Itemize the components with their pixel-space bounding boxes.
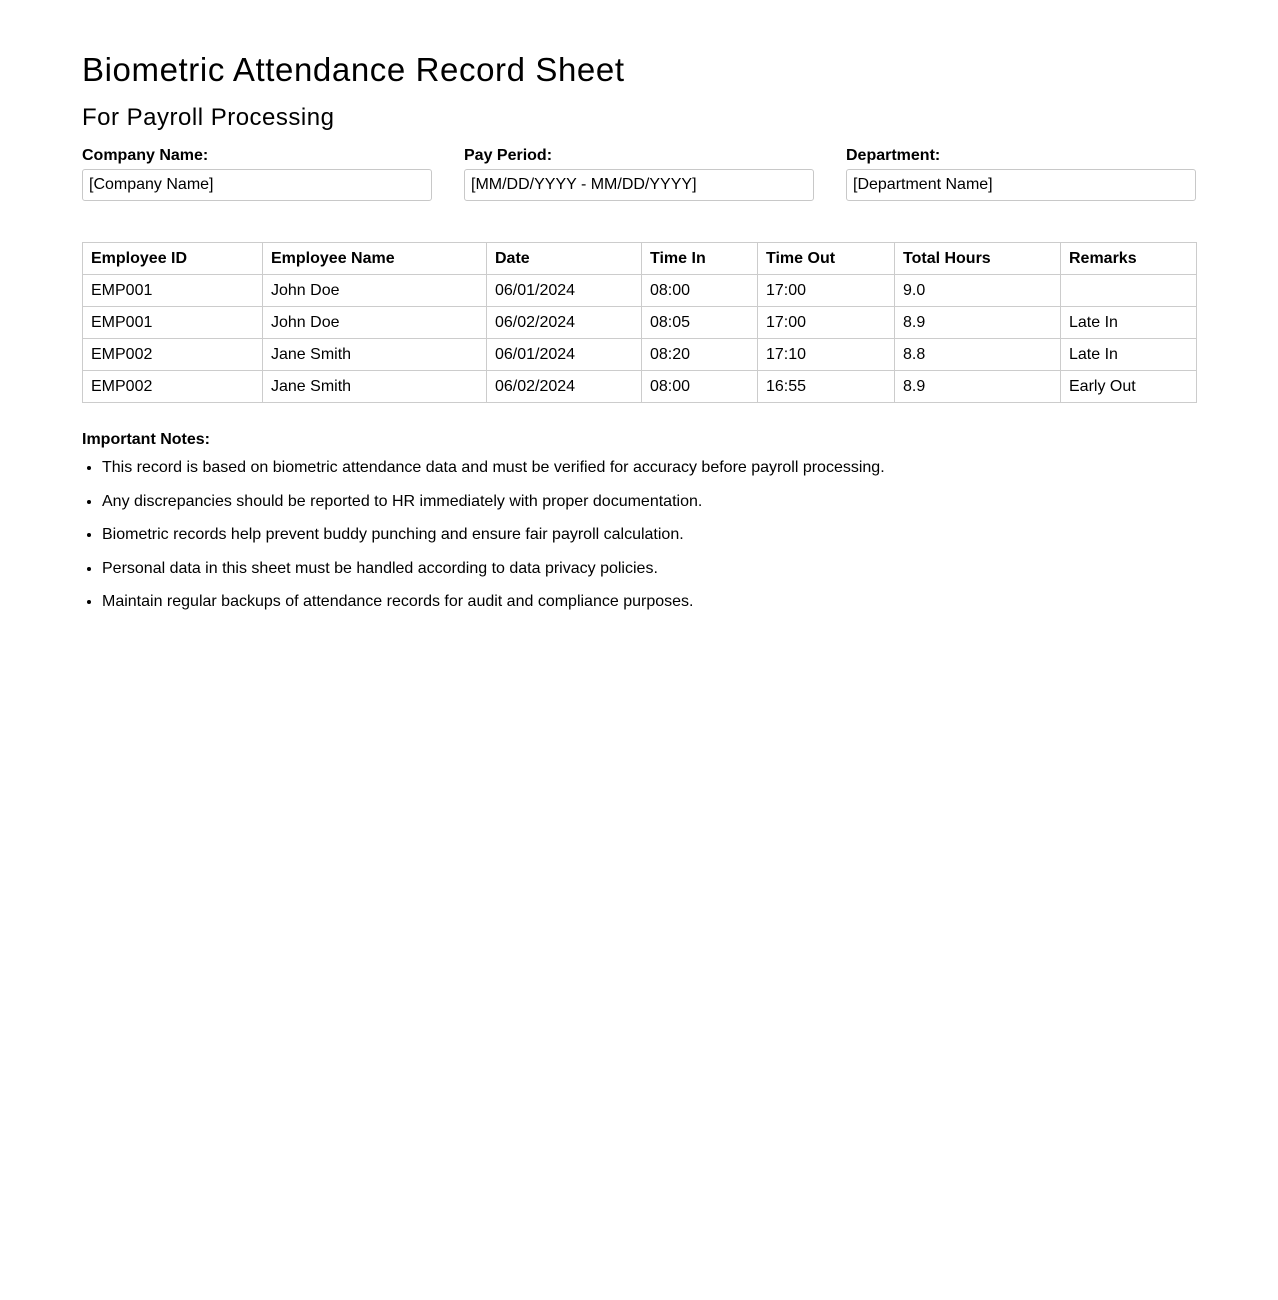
cell-employee-id: EMP001	[83, 275, 263, 307]
company-name-group	[82, 147, 432, 201]
column-header-time-in: Time In	[642, 243, 758, 275]
cell-date: 06/01/2024	[487, 339, 642, 371]
table-row	[83, 275, 1197, 307]
notes-list	[82, 459, 1196, 611]
cell-remarks	[1061, 275, 1197, 307]
column-header-employee-name: Employee Name	[263, 243, 487, 275]
pay-period-label: Pay Period:	[464, 147, 553, 164]
cell-time-in: 08:05	[642, 307, 758, 339]
cell-employee-name: John Doe	[263, 275, 487, 307]
page-subtitle: For Payroll Processing	[82, 104, 335, 131]
list-item: • Maintain regular backups of attendance records for audit and compliance purposes.	[102, 593, 1196, 611]
cell-employee-id: EMP002	[83, 339, 263, 371]
column-header-total-hours: Total Hours	[895, 243, 1061, 275]
cell-employee-name: John Doe	[263, 307, 487, 339]
cell-total-hours: 8.8	[895, 339, 1061, 371]
department-input[interactable]	[846, 169, 1196, 201]
cell-employee-id: EMP001	[83, 307, 263, 339]
table-row	[83, 339, 1197, 371]
cell-time-out: 17:10	[758, 339, 895, 371]
notes-heading: Important Notes:	[82, 431, 210, 448]
cell-time-out: 17:00	[758, 307, 895, 339]
attendance-sheet	[0, 0, 1278, 611]
column-header-time-out: Time Out	[758, 243, 895, 275]
cell-remarks: Late In	[1061, 307, 1197, 339]
department-group	[846, 147, 1196, 201]
list-item: • Personal data in this sheet must be handled according to data privacy policies.	[102, 560, 1196, 578]
info-fields	[82, 147, 1196, 201]
table-row	[83, 371, 1197, 403]
page-title: Biometric Attendance Record Sheet	[82, 51, 625, 88]
list-item: • Any discrepancies should be reported to HR immediately with proper documentation.	[102, 493, 1196, 511]
cell-employee-id: EMP002	[83, 371, 263, 403]
cell-date: 06/02/2024	[487, 371, 642, 403]
cell-total-hours: 9.0	[895, 275, 1061, 307]
pay-period-group	[464, 147, 814, 201]
cell-date: 06/02/2024	[487, 307, 642, 339]
attendance-table	[82, 242, 1197, 403]
list-item: • This record is based on biometric attendance data and must be verified for accuracy before payroll processing.	[102, 459, 1196, 477]
cell-employee-name: Jane Smith	[263, 371, 487, 403]
cell-employee-name: Jane Smith	[263, 339, 487, 371]
cell-time-in: 08:00	[642, 371, 758, 403]
department-label: Department:	[846, 147, 941, 164]
cell-time-in: 08:00	[642, 275, 758, 307]
table-row	[83, 307, 1197, 339]
column-header-remarks: Remarks	[1061, 243, 1197, 275]
cell-total-hours: 8.9	[895, 307, 1061, 339]
table-header-row	[83, 243, 1197, 275]
cell-time-out: 16:55	[758, 371, 895, 403]
cell-remarks: Late In	[1061, 339, 1197, 371]
cell-remarks: Early Out	[1061, 371, 1197, 403]
column-header-employee-id: Employee ID	[83, 243, 263, 275]
pay-period-input[interactable]	[464, 169, 814, 201]
company-name-input[interactable]	[82, 169, 432, 201]
column-header-date: Date	[487, 243, 642, 275]
cell-time-in: 08:20	[642, 339, 758, 371]
company-name-label: Company Name:	[82, 147, 209, 164]
cell-date: 06/01/2024	[487, 275, 642, 307]
list-item: • Biometric records help prevent buddy punching and ensure fair payroll calculation.	[102, 526, 1196, 544]
cell-time-out: 17:00	[758, 275, 895, 307]
cell-total-hours: 8.9	[895, 371, 1061, 403]
